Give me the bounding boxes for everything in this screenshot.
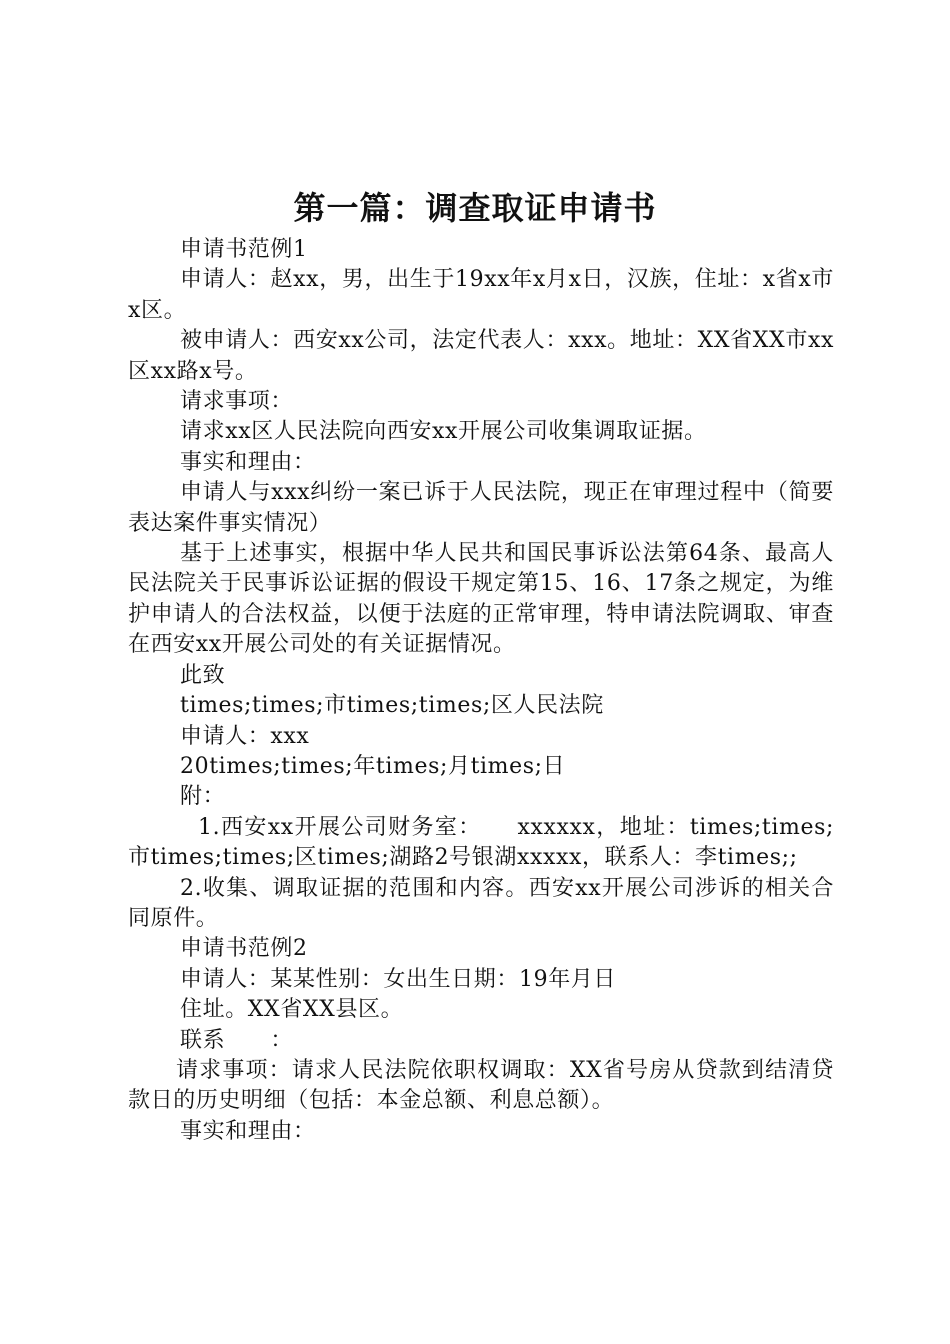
paragraph-attachment-heading: 附： [180,784,226,810]
paragraph-date: 20times;times;年times;月times;日 [180,753,566,779]
paragraph-contact-2: 联系 ： [180,1027,294,1053]
paragraph-applicant: 申请人：赵xx，男，出生于19xx年x月x日，汉族，住址：x省x市x区。 [128,267,834,323]
paragraph-request-2: 请求事项：请求人民法院依职权调取：XX省号房从贷款到结清贷款日的历史明细（包括：本金总额、利息总额）。 [128,1057,834,1114]
document-title: 第一篇：调查取证申请书 [293,189,657,227]
paragraph-attachment-2: 2.收集、调取证据的范围和内容。西安xx开展公司涉诉的相关合同原件。 [128,875,834,931]
paragraph-salutation: 此致 [180,662,226,688]
paragraph-court: times;times;市times;times;区人民法院 [180,693,604,719]
paragraph-attachment-1: 1.西安xx开展公司财务室： xxxxxx，地址：times;times;市times;times;区times;湖路2号银湖xxxxx，联系人：李times;; [128,814,834,871]
paragraph-basis: 基于上述事实，根据中华人民共和国民事诉讼法第64条、最高人民法院关于民事诉讼证据的假设干规定第15、16、17条之规定，为维护申请人的合法权益，以便于法庭的正常审理，特申请法院调取、审查在西安xx开展公司处的有关证据情况。 [128,541,834,658]
paragraph-address-2: 住址。XX省XX县区。 [180,997,404,1023]
paragraph-request-heading: 请求事项： [180,389,294,415]
paragraph-signature: 申请人：xxx [180,723,310,749]
paragraph-request: 请求xx区人民法院向西安xx开展公司收集调取证据。 [180,419,707,445]
paragraph-respondent: 被申请人：西安xx公司，法定代表人：xxx。地址：XX省XX市xx区xx路x号。 [128,328,834,384]
paragraph-example-2-heading: 申请书范例2 [180,936,308,962]
paragraph-facts-heading: 事实和理由： [180,449,316,475]
paragraph-facts-heading-2: 事实和理由： [180,1118,316,1144]
document-body [128,235,834,1147]
paragraph-example-1-heading: 申请书范例1 [180,237,308,262]
paragraph-facts: 申请人与xxx纠纷一案已诉于人民法院，现正在审理过程中（简要表达案件事实情况） [128,480,834,536]
paragraph-applicant-2: 申请人：某某性别：女出生日期：19年月日 [180,966,616,992]
